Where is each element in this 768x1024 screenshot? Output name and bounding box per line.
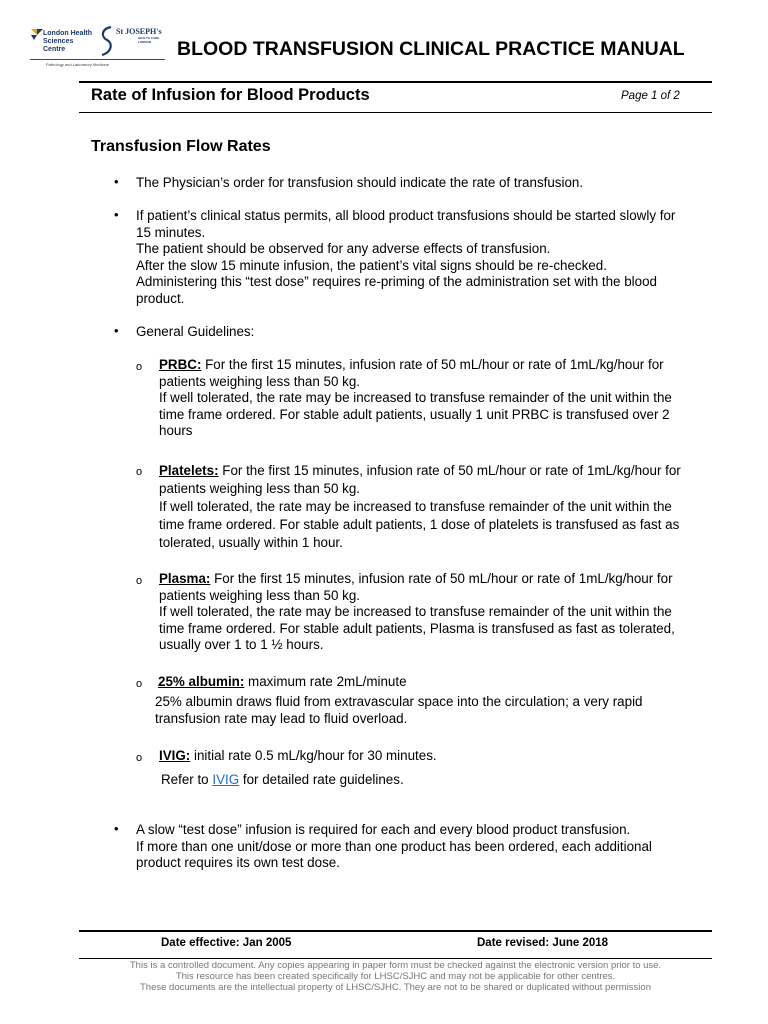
guideline-text: For the first 15 minutes, infusion rate of 50 mL/hour or rate of 1mL/kg/hour for — [201, 357, 664, 372]
guideline-line: If well tolerated, the rate may be increased to transfuse remainder of the unit within the — [159, 604, 672, 619]
bullet-icon: • — [114, 821, 119, 836]
guideline-line: patients weighing less than 50 kg. — [159, 373, 360, 389]
sjhc-logo-sub1: HEALTH CARE — [138, 36, 160, 40]
title-rule — [79, 112, 712, 113]
section-heading: Transfusion Flow Rates — [91, 138, 271, 155]
sub-bullet-icon: o — [136, 752, 143, 764]
bullet-line: A slow “test dose” infusion is required for each and every blood product transfusion. — [136, 822, 631, 837]
guideline-line: hours — [159, 423, 193, 438]
guideline-line: patients weighing less than 50 kg. — [159, 481, 360, 496]
disclaimer-line: This is a controlled document. Any copies appearing in paper form must be checked against the electronic version prior to use. — [129, 960, 662, 971]
bullet-icon: • — [114, 174, 119, 189]
sub-bullet-icon: o — [136, 575, 143, 587]
bullet-line: product requires its own test dose. — [136, 855, 340, 870]
bullet-start-slowly — [136, 208, 675, 307]
sub-bullet-icon: o — [136, 361, 143, 373]
disclaimer — [79, 960, 712, 993]
page-number: Page 1 of 2 — [621, 90, 680, 102]
guideline-line: tolerated, usually within 1 hour. — [159, 535, 343, 550]
ivig-reference — [161, 772, 404, 789]
bullet-line: If more than one unit/dose or more than one product has been ordered, each additional — [136, 838, 652, 854]
disclaimer-line: These documents are the intellectual property of LHSC/SJHC. They are not to be shared or duplicated without permission — [140, 982, 651, 993]
guideline-albumin-detail — [155, 694, 643, 727]
guideline-line: If well tolerated, the rate may be increased to transfuse remainder of the unit within the — [159, 499, 672, 514]
guideline-line: 25% albumin draws fluid from extravascular space into the circulation; a very rapid — [155, 694, 643, 709]
bullet-icon: • — [114, 323, 119, 338]
manual-title: BLOOD TRANSFUSION CLINICAL PRACTICE MANUAL — [177, 38, 685, 60]
guideline-label: Platelets: — [159, 463, 219, 478]
sjhc-logo — [98, 25, 168, 61]
logo-divider — [30, 59, 165, 60]
bullet-general-guidelines — [136, 324, 254, 341]
bullet-line: The patient should be observed for any adverse effects of transfusion. — [136, 241, 551, 256]
lhsc-logo-mark-icon — [30, 27, 44, 41]
lhsc-logo-line2: Sciences Centre — [43, 38, 74, 53]
sjhc-logo-sub2: LONDON — [138, 39, 151, 44]
sjhc-logo-mark-icon — [98, 25, 116, 57]
guideline-label: Plasma: — [159, 571, 211, 586]
guideline-line: transfusion rate may lead to fluid overload. — [155, 710, 408, 726]
bullet-test-dose — [136, 822, 652, 872]
guideline-line: time frame ordered. For stable adult patients, 1 dose of platelets is transfused as fast as — [159, 517, 680, 532]
footer-rule — [79, 930, 712, 932]
guideline-label: IVIG: — [159, 748, 191, 763]
bullet-line: If patient’s clinical status permits, all blood product transfusions should be started slowly for — [136, 208, 676, 223]
bullet-text: General Guidelines: — [136, 324, 255, 339]
guideline-albumin — [158, 674, 407, 691]
document-title: Rate of Infusion for Blood Products — [91, 86, 370, 104]
guideline-line: time frame ordered. For stable adult patients, usually 1 unit PRBC is transfused over 2 — [159, 406, 670, 422]
guideline-ivig — [159, 748, 437, 765]
sub-bullet-icon: o — [136, 678, 143, 690]
guideline-text: maximum rate 2mL/minute — [244, 674, 407, 689]
sjhc-logo-name: St JOSEPH's — [116, 27, 162, 36]
bullet-line: 15 minutes. — [136, 224, 206, 240]
guideline-text: For the first 15 minutes, infusion rate of 50 mL/hour or rate of 1mL/kg/hour for — [210, 571, 673, 586]
lhsc-logo — [30, 27, 96, 61]
sub-bullet-icon: o — [136, 466, 143, 478]
disclaimer-line: This resource has been created specifically for LHSC/SJHC and may not be applicable for other centres. — [175, 971, 616, 982]
bullet-text: The Physician’s order for transfusion should indicate the rate of transfusion. — [136, 175, 584, 190]
date-effective: Date effective: Jan 2005 — [161, 937, 292, 949]
refer-prefix: Refer to — [161, 772, 213, 787]
bullet-line: product. — [136, 290, 185, 306]
date-revised: Date revised: June 2018 — [477, 937, 609, 949]
guideline-text: For the first 15 minutes, infusion rate of 50 mL/hour or rate of 1mL/kg/hour for — [218, 463, 681, 478]
department-label: Pathology and Laboratory Medicine — [46, 62, 109, 67]
ivig-link[interactable]: IVIG — [212, 772, 240, 787]
guideline-line: patients weighing less than 50 kg. — [159, 587, 360, 603]
guideline-label: PRBC: — [159, 357, 202, 372]
header-rule — [79, 81, 712, 83]
guideline-line: If well tolerated, the rate may be increased to transfuse remainder of the unit within the — [159, 390, 672, 405]
bullet-line: Administering this “test dose” requires re-priming of the administration set with the blood — [136, 274, 657, 289]
footer-divider — [79, 958, 712, 959]
guideline-line: time frame ordered. For stable adult patients, Plasma is transfused as fast as tolerated, — [159, 620, 675, 636]
guideline-label: 25% albumin: — [158, 674, 245, 689]
bullet-line: After the slow 15 minute infusion, the patient’s vital signs should be re-checked. — [136, 257, 607, 273]
lhsc-logo-line1: London Health — [43, 30, 92, 37]
guideline-text: initial rate 0.5 mL/kg/hour for 30 minutes. — [190, 748, 437, 763]
guideline-plasma — [159, 571, 675, 654]
bullet-physician-order — [136, 175, 583, 192]
guideline-platelets — [159, 462, 681, 552]
guideline-line: usually over 1 to 1 ½ hours. — [159, 637, 324, 652]
guideline-prbc — [159, 357, 672, 440]
bullet-icon: • — [114, 207, 119, 222]
refer-suffix: for detailed rate guidelines. — [239, 772, 404, 787]
